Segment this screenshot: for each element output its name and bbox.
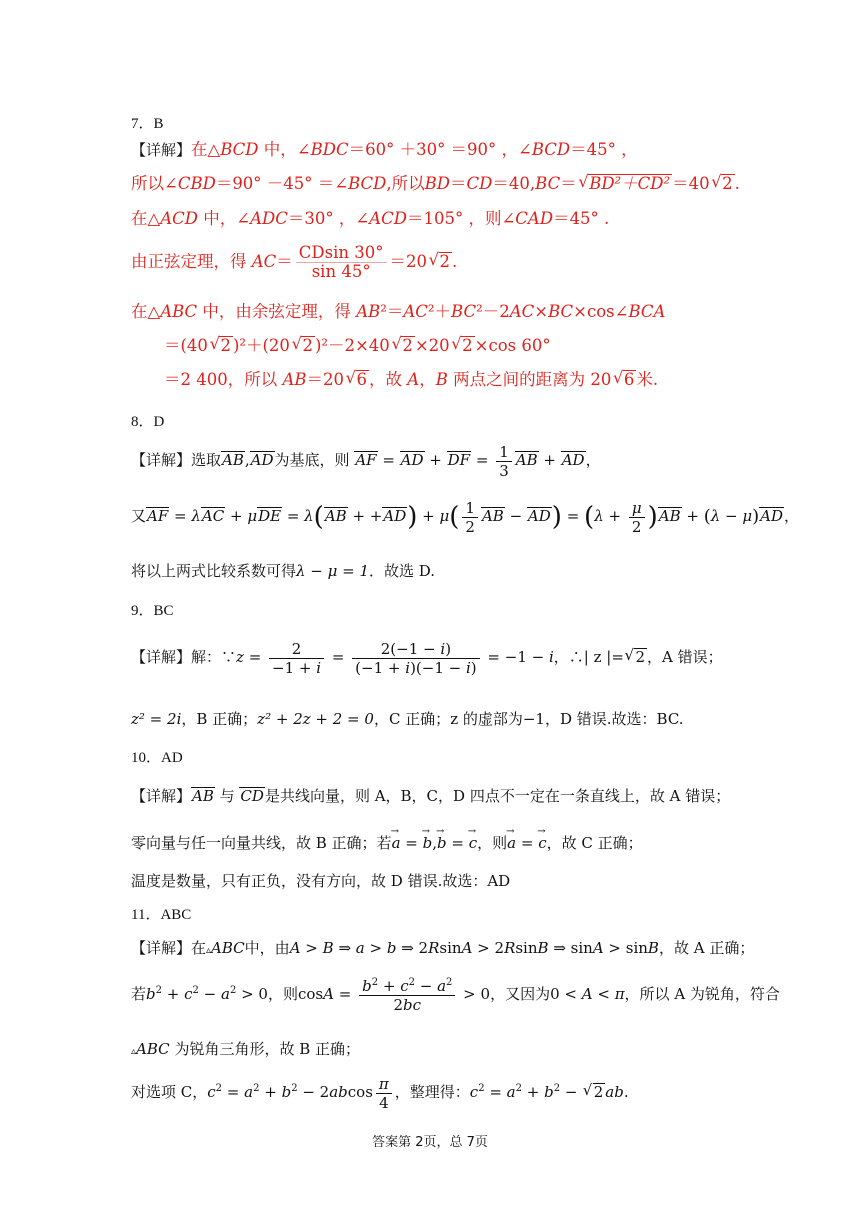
q8-header: 8．D bbox=[131, 414, 165, 430]
q7-line-6: ＝(40 √ 2 )²＋(20 √ 2 )²－2×40 √ 2 ×20 √ 2 ×cos 60° bbox=[164, 336, 551, 356]
q7-line-5: 在△ABC 中，由余弦定理，得 AB²＝AC²＋BC²－2AC×BC×cos∠BCA bbox=[131, 302, 666, 321]
q10-line-1: 【详解】AB 与 CD是共线向量，则 A，B，C，D 四点不一定在一条直线上，故 A 错误； bbox=[131, 787, 731, 805]
q10-line-3: 温度是数量，只有正负，没有方向，故 D 错误.故选：AD bbox=[131, 872, 511, 890]
q8-line-3: 将以上两式比较系数可得λ − μ = 1．故选 D. bbox=[131, 562, 436, 580]
q10-line-2: 零向量与任一向量共线，故 B 正确；若→ a = → b,→ b = → c，则→ a = → c，故 C 正确； bbox=[131, 833, 643, 853]
q9-line-1: 【详解】解：∵z = $\frac{2}{-1 + i}$ = $\frac{2(-1 - i)}{(-1 + i)(-1 - i)}$ = −1 − i，∴| z |= √ 2 ，A 错误； bbox=[131, 637, 723, 677]
q7-line-4: 由正弦定理，得 AC＝ $\frac{CDsin 30^\circ}{\sin 45^\circ}$ ＝20 √ 2 . bbox=[131, 242, 457, 282]
q7-line-7: ＝2 400，所以 AB＝20 √ 6 ，故 A，B 两点之间的距离为 20 √ 6 米. bbox=[164, 370, 658, 390]
q8-line-2: 又AF = λAC + μDE = λ(AB + +AD) + μ( $\frac{1}{2}$ AB − AD) = (λ + $\frac{\mu}{2}$ )AB + (λ − μ)AD， bbox=[131, 498, 800, 536]
q7-line-2: 所以∠CBD＝90° －45° ＝∠BCD,所以BD＝CD＝40,BC＝ √ BD²＋CD² ＝40 √ 2 . bbox=[131, 174, 740, 194]
q7-line-1: 【详解】在△BCD 中，∠BDC＝60° ＋30° ＝90° ，∠BCD＝45° ， bbox=[131, 140, 638, 159]
q11-line-2: 若$b^2 + c^2 - a^2 > 0$，则cosA = $\frac{b^2 + c^2 - a^2}{2bc}$ > 0，又因为0 < A < π，所以 A 为锐角，符合 bbox=[131, 976, 780, 1014]
q11-line-3: ▵ABC 为锐角三角形，故 B 正确； bbox=[131, 1040, 360, 1058]
q7-header: 7．B bbox=[131, 116, 164, 132]
q11-header: 11．ABC bbox=[131, 907, 192, 923]
q11-line-1: 【详解】在▵ABC中，由A > B ⇒ a > b ⇒ 2RsinA > 2RsinB ⇒ sinA > sinB，故 A 正确； bbox=[131, 939, 755, 957]
q7-line-3: 在△ACD 中，∠ADC＝30° ，∠ACD＝105° ，则∠CAD＝45° . bbox=[131, 209, 610, 228]
q10-header: 10．AD bbox=[131, 750, 183, 766]
q9-header: 9．BC bbox=[131, 603, 174, 619]
q9-line-2: z² = 2i，B 正确；z² + 2z + 2 = 0，C 正确；z 的虚部为−1，D 错误.故选：BC. bbox=[131, 710, 684, 728]
page-footer: 答案第 2页，总 7页 bbox=[372, 1135, 488, 1150]
q8-line-1: 【详解】选取AB,AD为基底，则 AF = AD + DF = $\frac{1}{3}$ AB + AD， bbox=[131, 442, 601, 480]
q11-line-4: 对选项 C，$c^2 = a^2 + b^2 - 2abcos$ $\frac{\pi}{4}$ ，整理得：$c^2 = a^2 + b^2$ − √ 2 ab. bbox=[131, 1072, 629, 1112]
detail-tag: 【详解】 bbox=[131, 141, 192, 159]
